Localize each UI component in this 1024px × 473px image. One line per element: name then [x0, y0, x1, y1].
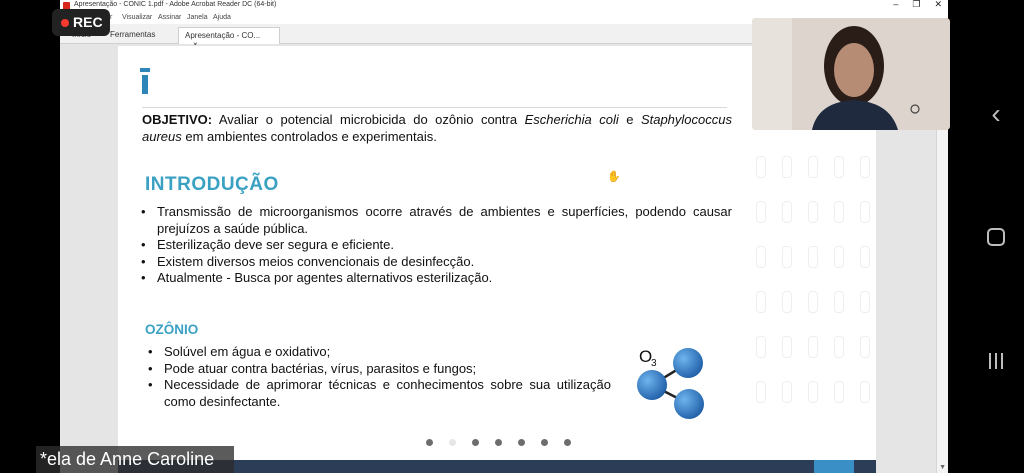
formula-subscript: 3 [651, 358, 657, 369]
objective-text-2: e [618, 112, 641, 127]
android-nav-bar [968, 0, 1024, 473]
introducao-title: INTRODUÇÃO [145, 174, 279, 195]
objective-text-3: em ambientes controlados e experimentais. [181, 129, 437, 144]
objective-paragraph [142, 111, 732, 145]
ozonio-title: OZÔNIO [145, 322, 199, 337]
webcam-video-frame [752, 18, 950, 130]
list-item: • Atualmente - Busca por agentes alternativos esterilização. [141, 270, 732, 287]
footer-accent [814, 460, 854, 473]
introducao-list [141, 204, 732, 287]
title-bar [60, 0, 948, 12]
menu-item-visualizar[interactable]: Visualizar [122, 14, 153, 21]
maximize-icon[interactable]: ❐ [912, 0, 921, 9]
decorative-pattern [752, 156, 872, 456]
tab-tools[interactable] [104, 27, 161, 44]
record-dot-icon [61, 19, 69, 27]
page-dot[interactable] [564, 439, 571, 446]
list-item: • Esterilização deve ser segura e eficiente. [141, 237, 732, 254]
home-icon[interactable] [982, 226, 1010, 253]
list-item: • Existem diversos meios convencionais de desinfecção. [141, 254, 732, 271]
window-title: Apresentação - CONIC 1.pdf - Adobe Acrobat Reader DC (64-bit) [74, 1, 277, 8]
objective-text-1: Avaliar o potencial microbicida do ozônio contra [212, 112, 525, 127]
menu-item-assinar[interactable]: Assinar [158, 14, 182, 21]
recording-label: REC [73, 14, 103, 30]
formula-o: O [639, 347, 653, 366]
page-dot[interactable] [426, 439, 433, 446]
header-divider [142, 107, 727, 108]
list-item: • Transmissão de microorganismos ocorre através de ambientes e superfícies, podendo causar prejuízos a saúde pública. [141, 204, 732, 237]
webcam-thumbnail[interactable] [752, 18, 950, 130]
close-icon[interactable]: ✕ [934, 0, 942, 9]
page-dot-current[interactable] [449, 439, 456, 446]
ozonio-list [148, 344, 611, 410]
menu-item-janela[interactable]: Janela [187, 14, 208, 21]
recording-badge [52, 9, 113, 36]
objective-label: OBJETIVO: [142, 112, 213, 127]
page-dot[interactable] [541, 439, 548, 446]
oxygen-atom [673, 348, 703, 378]
list-item: • Necessidade de aprimorar técnicas e conhecimentos sobre sua utilização como desinfectante. [148, 377, 611, 410]
tab-document-label: Apresentação - CO... [185, 31, 261, 40]
info-icon [140, 68, 150, 94]
ozone-molecule-diagram [634, 346, 714, 426]
list-item: • Pode atuar contra bactérias, vírus, parasitos e fungos; [148, 361, 611, 378]
page-dot[interactable] [518, 439, 525, 446]
menu-item-partial[interactable]: r [110, 14, 113, 21]
tab-document[interactable] [178, 27, 280, 44]
organism-e-coli: Escherichia coli [524, 112, 619, 127]
back-icon[interactable]: ‹ [991, 98, 1001, 129]
menu-item-ajuda[interactable]: Ajuda [213, 14, 231, 21]
hand-cursor-icon: ✋ [607, 171, 621, 183]
window-controls [893, 0, 942, 10]
screen-share-caption: *ela de Anne Caroline [36, 446, 234, 473]
oxygen-atom [637, 370, 667, 400]
scroll-down-icon[interactable]: ▼ [939, 464, 946, 471]
page-dot[interactable] [495, 439, 502, 446]
slide-pagination [426, 439, 571, 446]
recents-icon[interactable] [982, 350, 1010, 377]
organism-s-aureus: Staphylococcus aureus [142, 112, 732, 144]
tab-tools-label: Ferramentas [110, 30, 156, 39]
minimize-icon[interactable]: – [893, 0, 899, 9]
oxygen-atom [674, 389, 704, 419]
list-item: • Solúvel em água e oxidativo; [148, 344, 611, 361]
page-dot[interactable] [472, 439, 479, 446]
